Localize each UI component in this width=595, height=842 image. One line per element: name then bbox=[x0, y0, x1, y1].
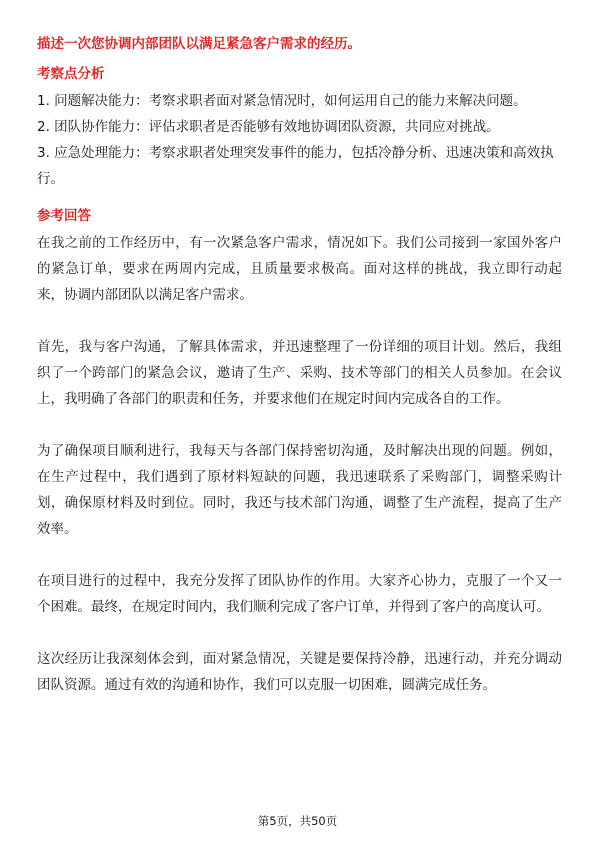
answer-paragraph: 为了确保项目顺利进行，我每天与各部门保持密切沟通，及时解决出现的问题。例如，在生产过程中，我们遇到了原材料短缺的问题，我迅速联系了采购部门，调整采购计划，确保原材料及时到位。同时，我还与技术部门沟通，调整了生产流程，提高了生产效率。 bbox=[37, 443, 562, 537]
analysis-title: 考察点分析 bbox=[37, 66, 105, 82]
answer-paragraph: 在项目进行的过程中，我充分发挥了团队协作的作用。大家齐心协力，克服了一个又一个困难。最终，在规定时间内，我们顺利完成了客户订单，并得到了客户的高度认可。 bbox=[37, 573, 562, 615]
answer-paragraph: 在我之前的工作经历中，有一次紧急客户需求，情况如下。我们公司接到一家国外客户的紧急订单，要求在两周内完成，且质量要求极高。面对这样的挑战，我立即行动起来，协调内部团队以满足客户需求。 bbox=[37, 235, 562, 303]
analysis-point: 2. 团队协作能力：评估求职者是否能够有效地协调团队资源，共同应对挑战。 bbox=[37, 119, 500, 135]
analysis-point: 3. 应急处理能力：考察求职者处理突发事件的能力，包括冷静分析、迅速决策和高效执行。 bbox=[37, 145, 554, 187]
question-heading: 描述一次您协调内部团队以满足紧急客户需求的经历。 bbox=[37, 36, 361, 52]
page-number: 第5页，共50页 bbox=[257, 814, 338, 828]
answer-paragraph: 首先，我与客户沟通，了解具体需求，并迅速整理了一份详细的项目计划。然后，我组织了一个跨部门的紧急会议，邀请了生产、采购、技术等部门的相关人员参加。在会议上，我明确了各部门的职责和任务，并要求他们在规定时间内完成各自的工作。 bbox=[37, 339, 562, 407]
analysis-points bbox=[37, 88, 562, 192]
answer-paragraph: 这次经历让我深刻体会到，面对紧急情况，关键是要保持冷静，迅速行动，并充分调动团队资源。通过有效的沟通和协作，我们可以克服一切困难，圆满完成任务。 bbox=[37, 651, 562, 693]
answer-title: 参考回答 bbox=[37, 208, 91, 224]
page-content bbox=[37, 34, 562, 724]
analysis-point: 1. 问题解决能力：考察求职者面对紧急情况时，如何运用自己的能力来解决问题。 bbox=[37, 93, 527, 109]
